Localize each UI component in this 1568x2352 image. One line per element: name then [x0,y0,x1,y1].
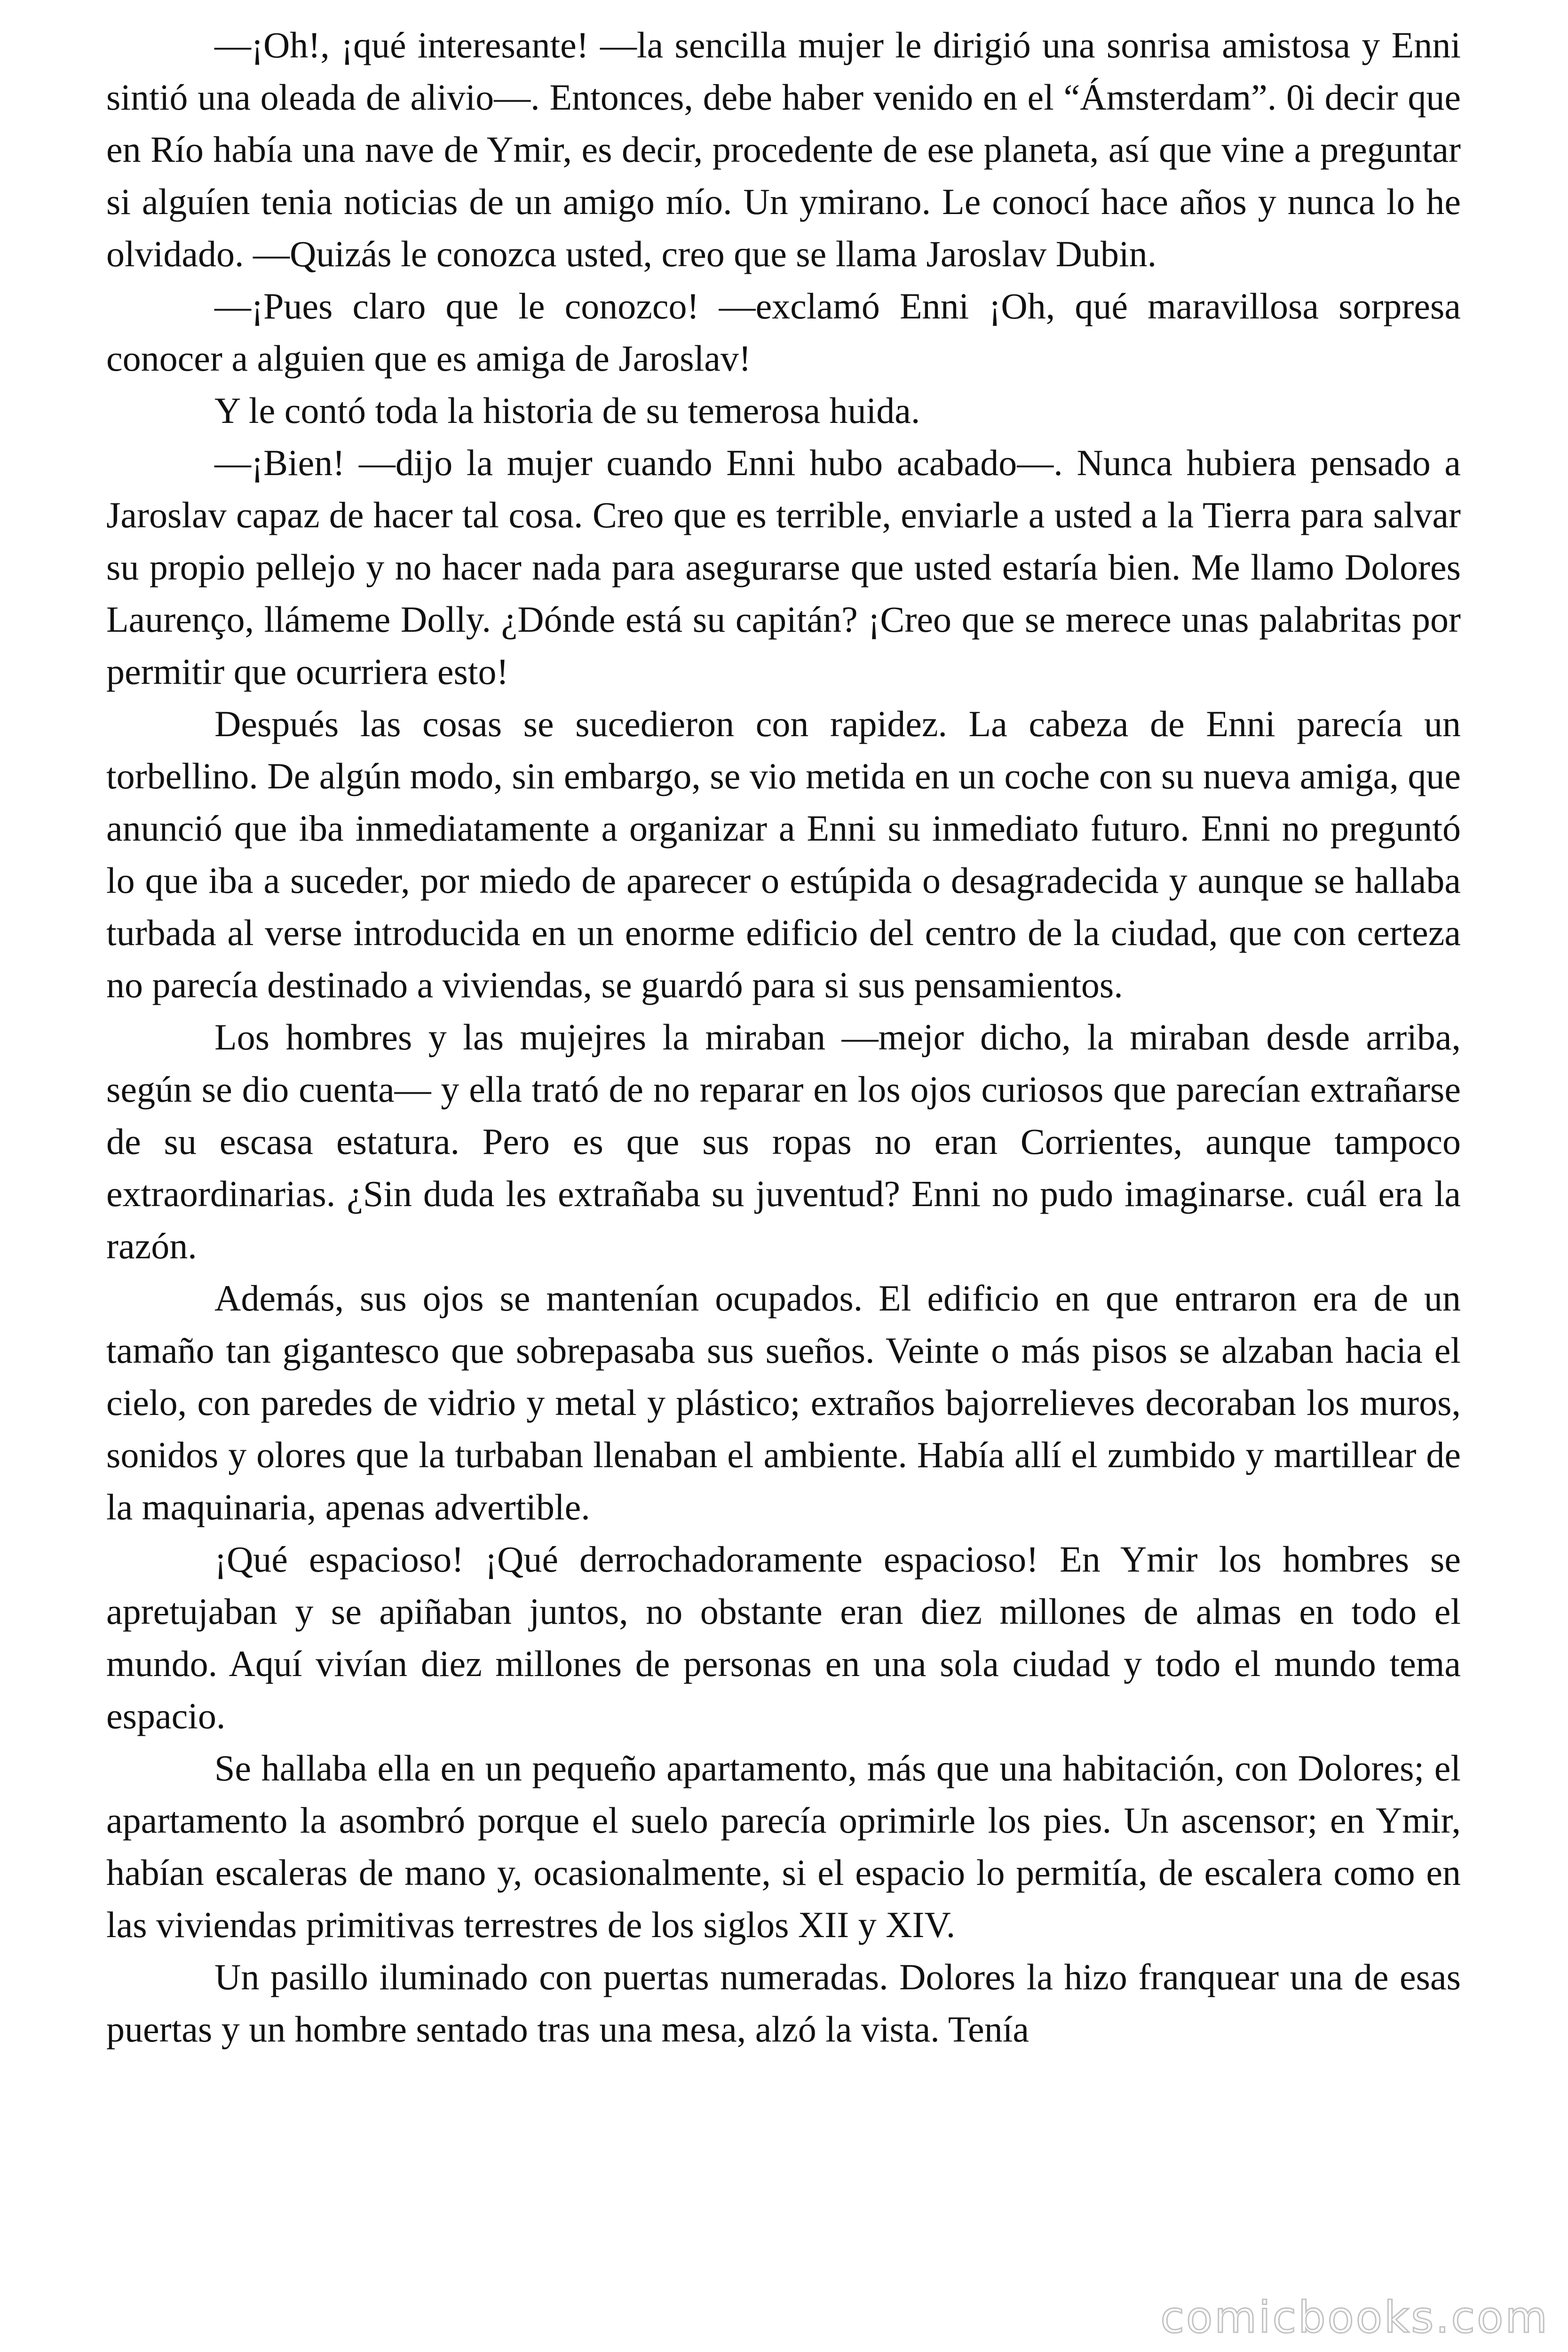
paragraph: Y le contó toda la historia de su temerosa huida. [214,390,920,431]
paragraph: Después las cosas se sucedieron con rapidez. La cabeza de Enni parecía un torbellino. De algún modo, sin embargo, se vio metida en un coche con su nueva amiga, que anunció que iba inmediatamente a organizar a Enni su inmediato futuro. Enni no preguntó lo que iba a suceder, por miedo de aparecer o estúpida o desagradecida y aunque se hallaba turbada al verse introducida en un enorme edificio del centro de la ciudad, que con certeza no parecía destinado a viviendas, se guardó para si sus pensamientos. [106,703,1461,1005]
body-text [106,19,1461,2055]
paragraph: Se hallaba ella en un pequeño apartamento, más que una habitación, con Dolores; el apartamento la asombró porque el suelo parecía oprimirle los pies. Un ascensor; en Ymir, habían escaleras de mano y, ocasionalmente, si el espacio lo permitía, de escalera como en las viviendas primitivas terrestres de los siglos XII y XIV. [106,1748,1461,1945]
paragraph: —¡Pues claro que le conozco! —exclamó Enni ¡Oh, qué maravillosa sorpresa conocer a alguien que es amiga de Jaroslav! [106,286,1461,379]
paragraph: —¡Bien! —dijo la mujer cuando Enni hubo acabado—. Nunca hubiera pensado a Jaroslav capaz de hacer tal cosa. Creo que es terrible, enviarle a usted a la Tierra para salvar su propio pellejo y no hacer nada para asegurarse que usted estaría bien. Me llamo Dolores Laurenço, llámeme Dolly. ¿Dónde está su capitán? ¡Creo que se merece unas palabritas por permitir que ocurriera esto! [106,442,1461,692]
paragraph: Los hombres y las mujejres la miraban —mejor dicho, la miraban desde arriba, según se dio cuenta— y ella trató de no reparar en los ojos curiosos que parecían extrañarse de su escasa estatura. Pero es que sus ropas no eran Corrientes, aunque tampoco extraordinarias. ¿Sin duda les extrañaba su juventud? Enni no pudo imaginarse. cuál era la razón. [106,1017,1461,1266]
paragraph: Un pasillo iluminado con puertas numeradas. Dolores la hizo franquear una de esas puertas y un hombre sentado tras una mesa, alzó la vista. Tenía [106,1956,1461,2050]
paragraph: —¡Oh!, ¡qué interesante! —la sencilla mujer le dirigió una sonrisa amistosa y Enni sintió una oleada de alivio—. Entonces, debe haber venido en el “Ámsterdam”. 0i decir que en Río había una nave de Ymir, es decir, procedente de ese planeta, así que vine a preguntar si alguíen tenia noticias de un amigo mío. Un ymirano. Le conocí hace años y nunca lo he olvidado. —Quizás le conozca usted, creo que se llama Jaroslav Dubin. [106,24,1461,274]
watermark: comicbooks.com [1160,2292,1549,2343]
paragraph: Además, sus ojos se mantenían ocupados. El edificio en que entraron era de un tamaño tan gigantesco que sobrepasaba sus sueños. Veinte o más pisos se alzaban hacia el cielo, con paredes de vidrio y metal y plástico; extraños bajorrelieves decoraban los muros, sonidos y olores que la turbaban llenaban el ambiente. Había allí el zumbido y martillear de la maquinaria, apenas advertible. [106,1278,1461,1527]
paragraph: ¡Qué espacioso! ¡Qué derrochadoramente espacioso! En Ymir los hombres se apretujaban y se apiñaban juntos, no obstante eran diez millones de almas en todo el mundo. Aquí vivían diez millones de personas en una sola ciudad y todo el mundo tema espacio. [106,1539,1461,1736]
